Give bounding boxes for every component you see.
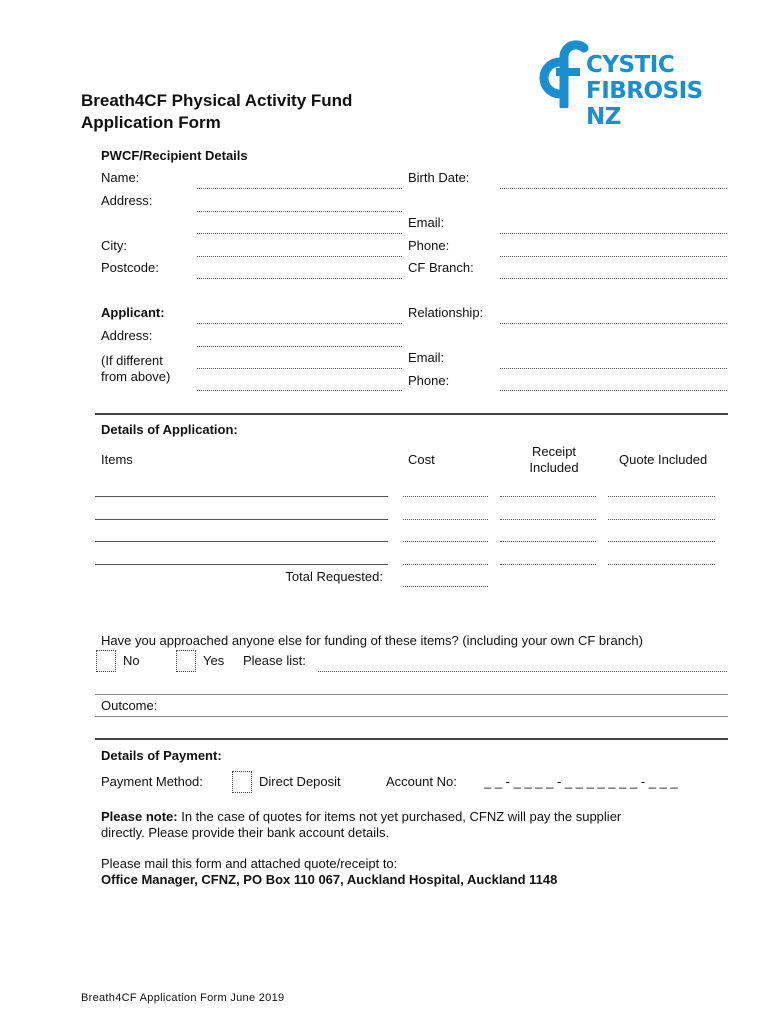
- please-note-text2: directly. Please provide their bank account details.: [101, 825, 390, 840]
- no-label: No: [123, 653, 140, 668]
- payment-heading: Details of Payment:: [101, 748, 222, 763]
- applicant-address-field-line1[interactable]: [197, 346, 402, 347]
- applicant-address-field-line2[interactable]: [197, 368, 402, 369]
- funding-question: Have you approached anyone else for funding of these items? (including your own CF branch): [101, 633, 643, 648]
- email-field[interactable]: [500, 233, 727, 234]
- cf-branch-label: CF Branch:: [408, 260, 474, 275]
- name-field[interactable]: [197, 188, 402, 189]
- postcode-field[interactable]: [197, 278, 402, 279]
- email-label: Email:: [408, 215, 445, 230]
- recipient-heading: PWCF/Recipient Details: [101, 148, 248, 163]
- quote-field-3[interactable]: [608, 541, 715, 542]
- cost-field-2[interactable]: [403, 519, 488, 520]
- item-field-4[interactable]: [95, 564, 388, 565]
- direct-deposit-label: Direct Deposit: [259, 774, 341, 789]
- receipt-field-1[interactable]: [500, 496, 596, 497]
- no-checkbox[interactable]: [96, 650, 116, 672]
- receipt-field-4[interactable]: [500, 564, 596, 565]
- form-title-line1: Breath4CF Physical Activity Fund: [81, 91, 353, 110]
- section-divider: [95, 413, 728, 415]
- mail-instruction: Please mail this form and attached quote/receipt to:: [101, 856, 398, 871]
- application-heading: Details of Application:: [101, 422, 238, 437]
- relationship-field[interactable]: [500, 323, 727, 324]
- col-receipt-header-line1: Receipt: [531, 444, 577, 459]
- address-field-line2[interactable]: [197, 233, 402, 234]
- payment-method-label: Payment Method:: [101, 774, 203, 789]
- receipt-field-3[interactable]: [500, 541, 596, 542]
- total-requested-label: Total Requested:: [285, 569, 383, 584]
- applicant-note-line1: (If different: [101, 353, 163, 368]
- relationship-label: Relationship:: [408, 305, 484, 320]
- list-field-line2[interactable]: [95, 694, 728, 695]
- address-label: Address:: [101, 193, 153, 208]
- form-title-line2: Application Form: [81, 113, 221, 132]
- birth-date-field[interactable]: [500, 188, 727, 189]
- section-divider-payment: [95, 738, 728, 740]
- outcome-label: Outcome:: [101, 698, 158, 713]
- receipt-field-2[interactable]: [500, 519, 596, 520]
- total-requested-field[interactable]: [403, 586, 488, 587]
- col-receipt-header-line2: Included: [529, 460, 579, 475]
- cost-field-3[interactable]: [403, 541, 488, 542]
- name-label: Name:: [101, 170, 140, 185]
- please-list-label: Please list:: [243, 653, 306, 668]
- applicant-name-field[interactable]: [197, 323, 402, 324]
- account-no-label: Account No:: [386, 774, 457, 789]
- phone-label: Phone:: [408, 238, 450, 253]
- applicant-phone-label: Phone:: [408, 373, 450, 388]
- footer-text: Breath4CF Application Form June 2019: [81, 992, 285, 1004]
- applicant-email-label: Email:: [408, 350, 445, 365]
- item-field-3[interactable]: [95, 541, 388, 542]
- please-note-line1: [101, 809, 621, 825]
- applicant-email-field[interactable]: [500, 368, 727, 369]
- direct-deposit-checkbox[interactable]: [232, 771, 252, 793]
- applicant-address-label: Address:: [101, 328, 153, 343]
- item-field-1[interactable]: [95, 496, 388, 497]
- quote-field-1[interactable]: [608, 496, 715, 497]
- item-field-2[interactable]: [95, 519, 388, 520]
- city-label: City:: [101, 238, 127, 253]
- applicant-phone-field[interactable]: [500, 390, 727, 391]
- postcode-label: Postcode:: [101, 260, 159, 275]
- cost-field-1[interactable]: [403, 496, 488, 497]
- city-field[interactable]: [197, 256, 402, 257]
- applicant-heading: Applicant:: [101, 305, 165, 320]
- applicant-note-line2: from above): [101, 369, 171, 384]
- please-list-field[interactable]: [318, 671, 727, 672]
- outcome-field[interactable]: [95, 716, 728, 717]
- account-no-field[interactable]: _ _ - _ _ _ _ - _ _ _ _ _ _ _ - _ _ _: [484, 774, 678, 789]
- address-field-line1[interactable]: [197, 211, 402, 212]
- quote-field-4[interactable]: [608, 564, 715, 565]
- birth-date-label: Birth Date:: [408, 170, 470, 185]
- col-cost-header: Cost: [408, 452, 435, 467]
- phone-field[interactable]: [500, 256, 727, 257]
- quote-field-2[interactable]: [608, 519, 715, 520]
- form-title: [81, 90, 352, 134]
- yes-checkbox[interactable]: [176, 650, 196, 672]
- logo-text-cystic: CYSTIC: [586, 52, 675, 78]
- logo-text-fibrosis: FIBROSIS NZ: [586, 78, 703, 130]
- cost-field-4[interactable]: [403, 564, 488, 565]
- please-note-label: Please note:: [101, 809, 178, 824]
- col-quote-header: Quote Included: [619, 452, 708, 467]
- please-note-text1: In the case of quotes for items not yet purchased, CFNZ will pay the supplier: [177, 809, 622, 824]
- mail-address: Office Manager, CFNZ, PO Box 110 067, Auckland Hospital, Auckland 1148: [101, 872, 558, 887]
- cfnz-logo: [520, 36, 725, 130]
- yes-label: Yes: [203, 653, 225, 668]
- cf-branch-field[interactable]: [500, 278, 727, 279]
- cf-logo-mark: [520, 36, 590, 108]
- applicant-address-field-line3[interactable]: [197, 390, 402, 391]
- col-items-header: Items: [101, 452, 133, 467]
